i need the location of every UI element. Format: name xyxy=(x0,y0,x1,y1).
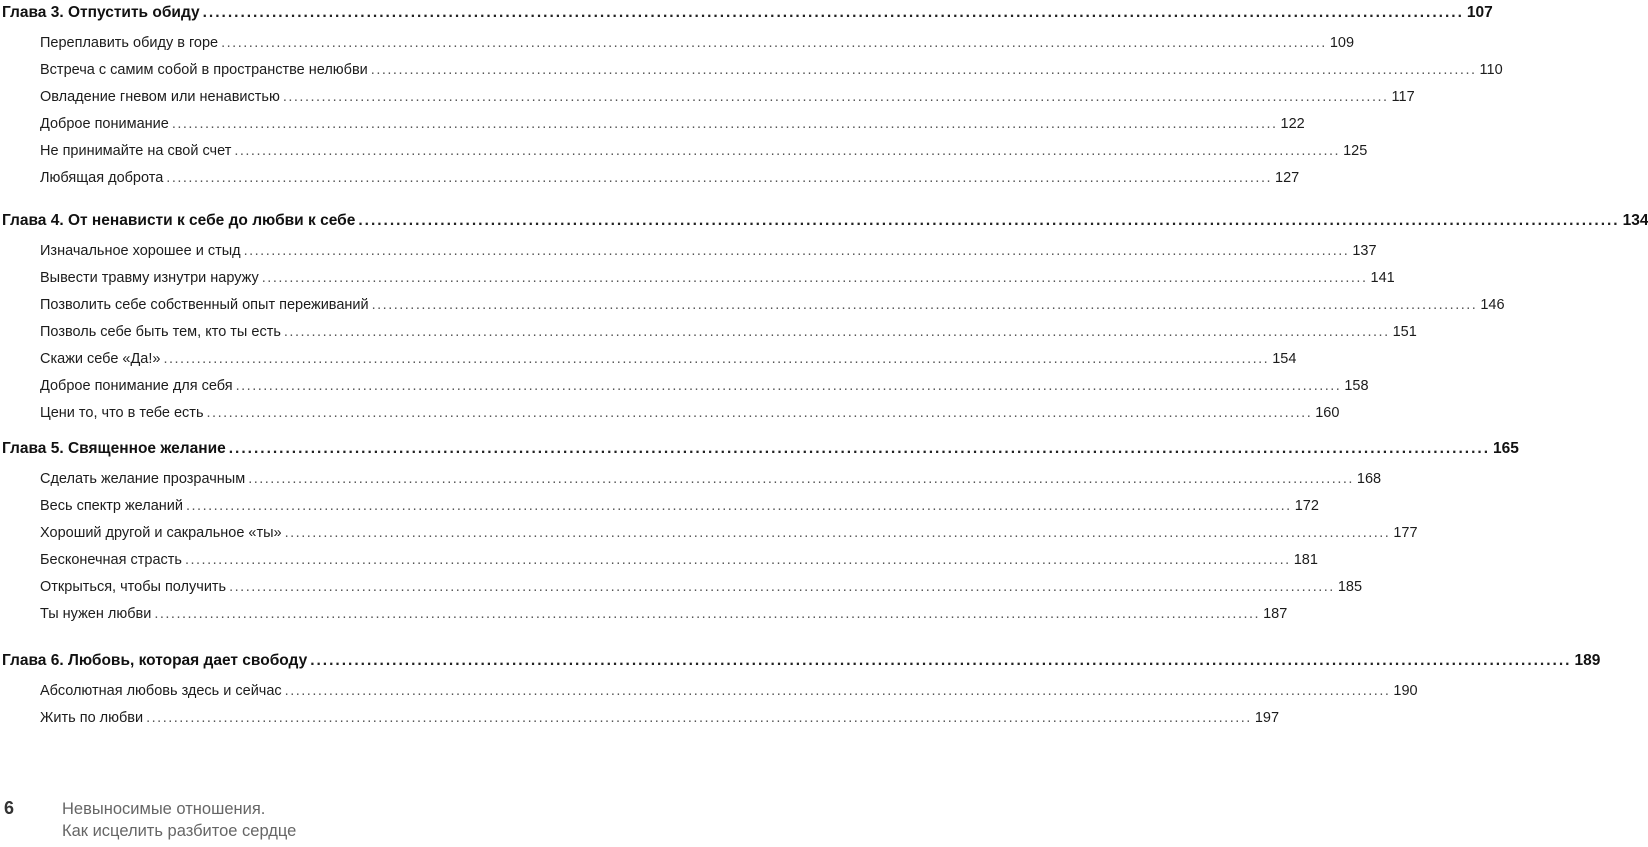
toc-page-number: 122 xyxy=(1280,116,1305,132)
toc-entry-title: Позволь себе быть тем, кто ты есть xyxy=(40,324,281,340)
toc-section-entry xyxy=(40,579,1363,601)
footer-book-title xyxy=(62,798,296,842)
toc-dot-leader: ........................................................................................................................................................................................................ xyxy=(243,243,1350,259)
toc-entry-title: Овладение гневом или ненавистью xyxy=(40,89,280,105)
toc-section-entry xyxy=(40,683,1418,705)
toc-entry-title: Цени то, что в тебе есть xyxy=(40,405,204,421)
toc-page-number: 177 xyxy=(1393,525,1418,541)
toc-page-number: 137 xyxy=(1352,243,1377,259)
toc-page-number: 158 xyxy=(1344,378,1369,394)
toc-entry-title: Доброе понимание для себя xyxy=(40,378,233,394)
toc-entry-title: Изначальное хорошее и стыд xyxy=(40,243,241,259)
toc-page-number: 134 xyxy=(1622,212,1648,229)
toc-section-entry xyxy=(40,89,1415,111)
toc-section-entry xyxy=(40,243,1377,265)
toc-dot-leader: ........................................................................................................................................................................................................ xyxy=(221,35,1327,51)
toc-section-entry xyxy=(40,471,1382,493)
toc-page-number: 187 xyxy=(1263,606,1288,622)
toc-dot-leader: ........................................................................................................................................................................................................ xyxy=(283,324,1390,340)
toc-page-number: 189 xyxy=(1574,652,1601,669)
toc-entry-title: Весь спектр желаний xyxy=(40,498,183,514)
toc-page-number: 107 xyxy=(1466,4,1493,21)
toc-entry-title: Ты нужен любви xyxy=(40,606,152,622)
toc-page-number: 154 xyxy=(1272,351,1297,367)
toc-section-entry xyxy=(40,498,1319,520)
toc-entry-title: Сделать желание прозрачным xyxy=(40,471,246,487)
toc-dot-leader: ........................................................................................................................................................................................................ xyxy=(202,4,1464,21)
toc-dot-leader: ........................................................................................................................................................................................................ xyxy=(370,62,1477,78)
toc-dot-leader: ........................................................................................................................................................................................................ xyxy=(166,170,1273,186)
toc-dot-leader: ........................................................................................................................................................................................................ xyxy=(310,652,1572,669)
toc-page-number: 190 xyxy=(1393,683,1418,699)
toc-entry-title: Открыться, чтобы получить xyxy=(40,579,227,595)
toc-dot-leader: ........................................................................................................................................................................................................ xyxy=(235,378,1342,394)
toc-entry-title: Переплавить обиду в горе xyxy=(40,35,219,51)
toc-chapter-entry xyxy=(2,440,1519,462)
toc-page-number: 117 xyxy=(1391,89,1415,105)
toc-dot-leader: ........................................................................................................................................................................................................ xyxy=(206,405,1313,421)
toc-section-entry xyxy=(40,62,1503,84)
toc-page-number: 151 xyxy=(1392,324,1417,340)
toc-entry-title: Не принимайте на свой счет xyxy=(40,143,232,159)
toc-page-number: 109 xyxy=(1329,35,1355,51)
toc-section-entry xyxy=(40,378,1369,400)
toc-entry-title: Глава 4. От ненависти к себе до любви к себе xyxy=(2,212,356,229)
toc-dot-leader: ........................................................................................................................................................................................................ xyxy=(228,440,1491,457)
toc-dot-leader: ........................................................................................................................................................................................................ xyxy=(146,710,1252,726)
toc-section-entry xyxy=(40,170,1300,192)
toc-section-entry xyxy=(40,710,1280,732)
toc-entry-title: Глава 3. Отпустить обиду xyxy=(2,4,200,21)
toc-dot-leader: ........................................................................................................................................................................................................ xyxy=(284,525,1391,541)
toc-entry-title: Хороший другой и сакральное «ты» xyxy=(40,525,282,541)
toc-entry-title: Абсолютная любовь здесь и сейчас xyxy=(40,683,282,699)
toc-dot-leader: ........................................................................................................................................................................................................ xyxy=(284,683,1391,699)
toc-page-number: 168 xyxy=(1356,471,1382,487)
toc-page-number: 197 xyxy=(1254,710,1280,726)
toc-entry-title: Вывести травму изнутри наружу xyxy=(40,270,259,286)
toc-dot-leader: ........................................................................................................................................................................................................ xyxy=(229,579,1335,595)
toc-dot-leader: ........................................................................................................................................................................................................ xyxy=(186,498,1292,514)
toc-chapter-entry xyxy=(2,212,1648,234)
toc-entry-title: Любящая доброта xyxy=(40,170,164,186)
toc-section-entry xyxy=(40,270,1395,292)
toc-entry-title: Бесконечная страсть xyxy=(40,552,182,568)
toc-entry-title: Доброе понимание xyxy=(40,116,169,132)
toc-page-number: 110 xyxy=(1479,62,1503,78)
toc-section-entry xyxy=(40,116,1305,138)
toc-dot-leader: ........................................................................................................................................................................................................ xyxy=(371,297,1478,313)
footer-book-title-line1: Невыносимые отношения. xyxy=(62,800,266,818)
toc-dot-leader: ........................................................................................................................................................................................................ xyxy=(248,471,1354,487)
toc-page-number: 146 xyxy=(1480,297,1505,313)
toc-entry-title: Позволить себе собственный опыт переживаний xyxy=(40,297,369,313)
toc-dot-leader: ........................................................................................................................................................................................................ xyxy=(171,116,1278,132)
toc-section-entry xyxy=(40,606,1288,628)
toc-entry-title: Встреча с самим собой в пространстве нелюбви xyxy=(40,62,368,78)
toc-page-number: 181 xyxy=(1293,552,1318,568)
toc-dot-leader: ........................................................................................................................................................................................................ xyxy=(184,552,1291,568)
toc-dot-leader: ........................................................................................................................................................................................................ xyxy=(154,606,1261,622)
toc-dot-leader: ........................................................................................................................................................................................................ xyxy=(234,143,1341,159)
toc-section-entry xyxy=(40,351,1297,373)
toc-page-number: 127 xyxy=(1275,170,1300,186)
toc-dot-leader: ........................................................................................................................................................................................................ xyxy=(358,212,1620,229)
toc-dot-leader: ........................................................................................................................................................................................................ xyxy=(261,270,1368,286)
toc-entry-title: Жить по любви xyxy=(40,710,144,726)
toc-page-number: 125 xyxy=(1343,143,1368,159)
toc-section-entry xyxy=(40,297,1505,319)
footer-page-number: 6 xyxy=(4,798,15,818)
toc-page-number: 141 xyxy=(1370,270,1395,286)
toc-section-entry xyxy=(40,525,1418,547)
toc-entry-title: Глава 6. Любовь, которая дает свободу xyxy=(2,652,308,669)
toc-page-number: 160 xyxy=(1315,405,1340,421)
toc-section-entry xyxy=(40,143,1368,165)
toc-dot-leader: ........................................................................................................................................................................................................ xyxy=(163,351,1270,367)
toc-section-entry xyxy=(40,324,1417,346)
toc-section-entry xyxy=(40,405,1340,427)
toc-page-number: 172 xyxy=(1294,498,1319,514)
toc-section-entry xyxy=(40,552,1318,574)
toc-entry-title: Глава 5. Священное желание xyxy=(2,440,226,457)
toc-section-entry xyxy=(40,35,1355,57)
footer-book-title-line2: Как исцелить разбитое сердце xyxy=(62,822,297,840)
toc-entry-title: Скажи себе «Да!» xyxy=(40,351,161,367)
toc-page-number: 185 xyxy=(1337,579,1363,595)
toc-page-number: 165 xyxy=(1493,440,1519,457)
toc-dot-leader: ........................................................................................................................................................................................................ xyxy=(282,89,1389,105)
toc-chapter-entry xyxy=(2,652,1601,674)
toc-chapter-entry xyxy=(2,4,1493,26)
